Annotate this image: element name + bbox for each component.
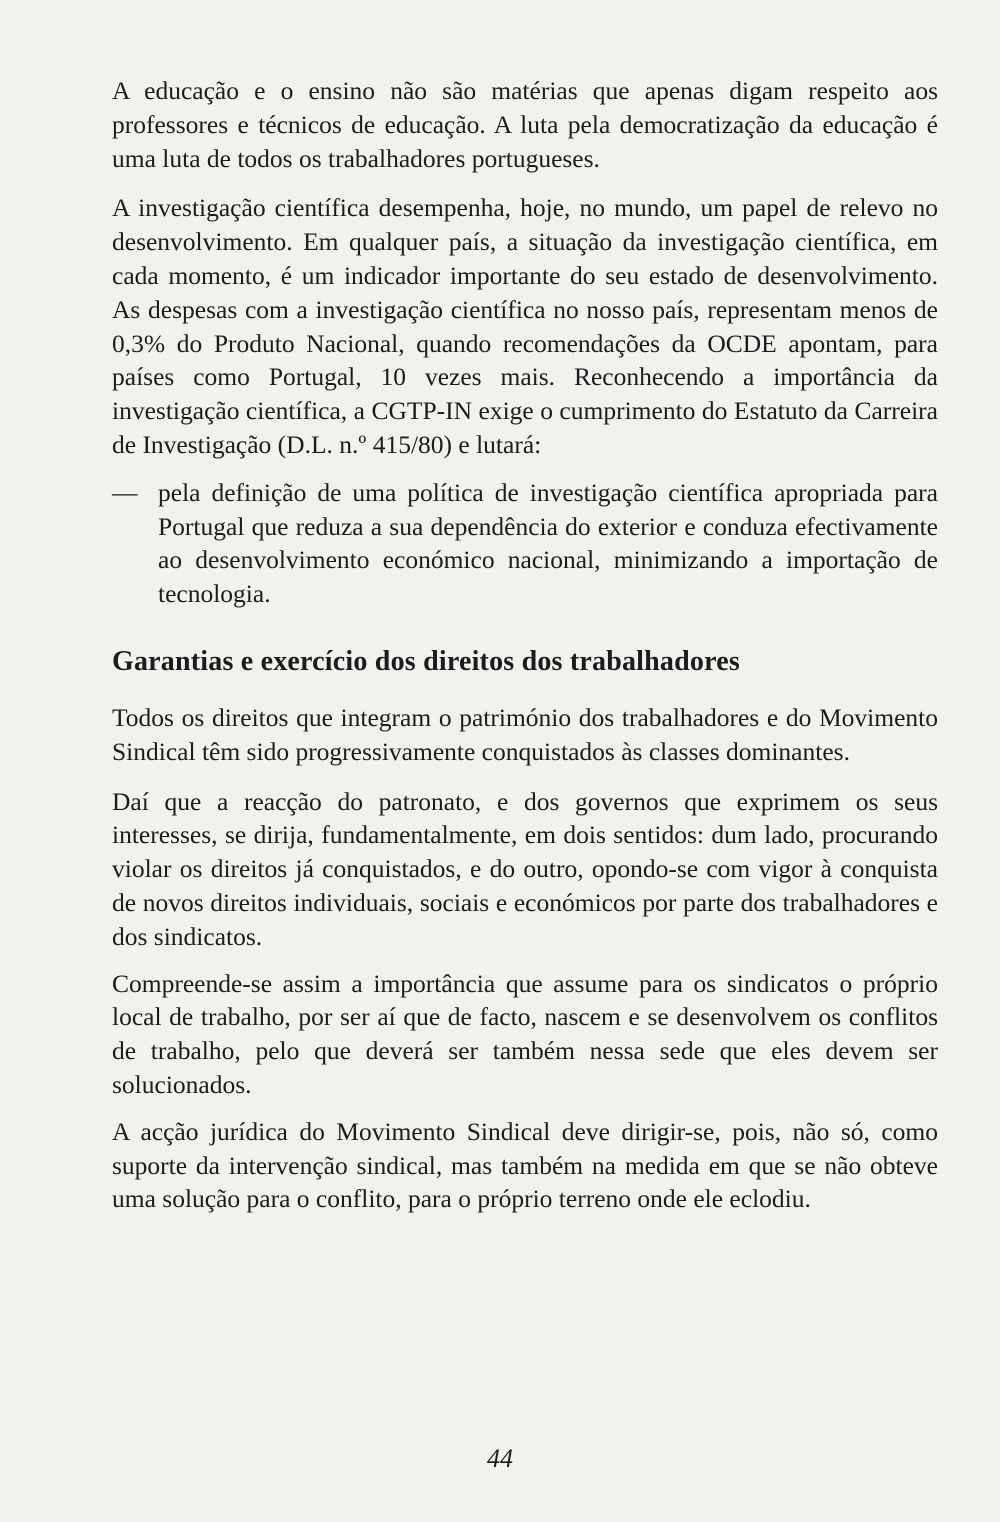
paragraph-scientific-research: A investigação científica desempenha, hoje, no mundo, um papel de relevo no desenvolvimento. Em qualquer país, a situação da investigação científica, em cada momento, é um indicador importante do seu estado de desenvolvimento. As despesas com a investigação científica no nosso país, representam menos de 0,3% do Produto Nacional, quando recomendações da OCDE apontam, para países como Portugal, 10 vezes mais. Reconhecendo a importância da investigação científica, a CGTP-IN exige o cumprimento do Estatuto da Carreira de Investigação (D.L. n.º 415/80) e lutará: bbox=[112, 193, 938, 459]
paragraph-workplace-importance: Compreende-se assim a importância que assume para os sindicatos o próprio local de trabalho, por ser aí que de facto, nascem e se desenvolvem os conflitos de trabalho, pelo que deverá ser também nessa sede que eles devem ser solucionados. bbox=[112, 968, 938, 1099]
paragraph-education: A educação e o ensino não são matérias que apenas digam respeito aos professores e técnicos de educação. A luta pela democratização da educação é uma luta de todos os trabalhadores portugueses. bbox=[112, 76, 938, 173]
section-heading: Garantias e exercício dos direitos dos trabalhadores bbox=[112, 645, 740, 677]
list-dash: — bbox=[112, 477, 138, 507]
list-item-text: pela definição de uma política de investigação científica apropriada para Portugal que reduza a sua dependência do exterior e conduza efectivamente ao desenvolvimento económico nacional, minimizando a importação de tecnologia. bbox=[158, 477, 938, 609]
page-number: 44 bbox=[487, 1444, 513, 1473]
paragraph-employer-reaction: Daí que a reacção do patronato, e dos governos que exprimem os seus interesses, se dirija, fundamentalmente, em dois sentidos: dum lado, procurando violar os direitos já conquistados, e do outro, opondo-se com vigor à conquista de novos direitos individuais, sociais e económicos por parte dos trabalhadores e dos sindicatos. bbox=[112, 786, 938, 951]
page-body bbox=[112, 74, 938, 1216]
paragraph-legal-action: A acção jurídica do Movimento Sindical deve dirigir-se, pois, não só, como suporte da intervenção sindical, mas também na medida em que se não obteve uma solução para o conflito, para o próprio terreno onde ele eclodiu. bbox=[112, 1116, 938, 1214]
paragraph-rights-conquered: Todos os direitos que integram o património dos trabalhadores e do Movimento Sindical têm sido progressivamente conquistados às classes dominantes. bbox=[112, 702, 938, 766]
list-item bbox=[112, 476, 938, 611]
